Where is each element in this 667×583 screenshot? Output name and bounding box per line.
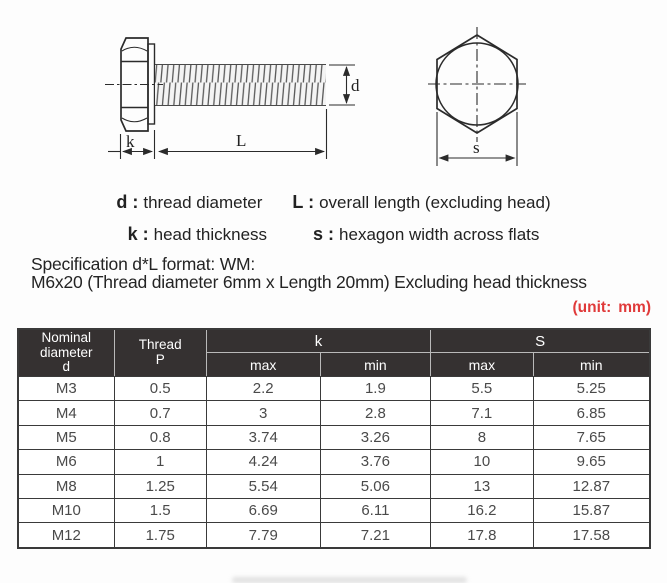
unit-note xyxy=(573,299,651,317)
dim-label-L: L xyxy=(236,131,247,150)
cell-k-min: 3.26 xyxy=(320,425,431,449)
header-s-max: max xyxy=(431,353,533,377)
cell-s-min: 7.65 xyxy=(533,425,650,449)
header-s-min: min xyxy=(533,353,650,377)
spec-table xyxy=(17,328,651,549)
unit-prefix: (unit: xyxy=(572,299,612,316)
cell-p: 1.25 xyxy=(114,474,206,498)
legend-symbol-d: d : xyxy=(116,192,139,212)
table-row-m5 xyxy=(18,425,650,449)
unit-suffix: ) xyxy=(645,299,651,316)
cell-k-max: 7.79 xyxy=(206,523,320,548)
cell-d: M12 xyxy=(18,523,114,548)
table-row-m3 xyxy=(18,377,650,401)
legend-symbol-s: s : xyxy=(313,224,335,244)
cell-k-max: 5.54 xyxy=(206,474,320,498)
hex-head-view xyxy=(428,27,526,142)
cell-d: M6 xyxy=(18,450,114,474)
specification-text xyxy=(31,256,587,291)
cell-s-max: 7.1 xyxy=(431,401,533,425)
cell-s-max: 16.2 xyxy=(431,498,533,522)
bolt-drawing-svg xyxy=(0,0,667,180)
cell-d: M10 xyxy=(18,498,114,522)
cell-k-max: 4.24 xyxy=(206,450,320,474)
cell-k-min: 7.21 xyxy=(320,523,431,548)
table-row-m4 xyxy=(18,401,650,425)
header-nominal-diameter xyxy=(18,329,114,377)
cell-p: 0.7 xyxy=(114,401,206,425)
cell-k-min: 3.76 xyxy=(320,450,431,474)
cell-d: M8 xyxy=(18,474,114,498)
cell-p: 1 xyxy=(114,450,206,474)
cell-s-min: 6.85 xyxy=(533,401,650,425)
cell-k-max: 3 xyxy=(206,401,320,425)
header-k-max: max xyxy=(206,353,320,377)
spec-line-2: M6x20 (Thread diameter 6mm x Length 20mm) Excluding head thickness xyxy=(31,271,587,292)
bolt-technical-drawing xyxy=(0,0,667,180)
cell-s-max: 8 xyxy=(431,425,533,449)
cell-k-min: 6.11 xyxy=(320,498,431,522)
legend-desc-L: overall length (excluding head) xyxy=(319,193,551,212)
header-s-group: S xyxy=(431,329,650,353)
cell-k-min: 5.06 xyxy=(320,474,431,498)
dim-label-d: d xyxy=(351,76,360,95)
cell-s-min: 15.87 xyxy=(533,498,650,522)
header-thread-line1: Thread xyxy=(138,337,182,353)
legend-row-2 xyxy=(0,224,667,245)
dim-label-s: s xyxy=(473,138,480,157)
unit-value: mm xyxy=(618,299,646,316)
cell-d: M4 xyxy=(18,401,114,425)
spec-line-1: Specification d*L format: WM: xyxy=(31,254,256,274)
cell-s-min: 9.65 xyxy=(533,450,650,474)
cell-k-max: 2.2 xyxy=(206,377,320,401)
header-thread-p xyxy=(114,329,206,377)
cell-s-max: 10 xyxy=(431,450,533,474)
cell-k-min: 2.8 xyxy=(320,401,431,425)
header-nominal-line2: diameter xyxy=(40,344,93,360)
header-thread-line2: P xyxy=(155,352,165,367)
legend-row-1 xyxy=(0,192,667,213)
cell-p: 1.5 xyxy=(114,498,206,522)
table-row-m8 xyxy=(18,474,650,498)
bolt-side-view xyxy=(105,38,326,131)
cell-s-min: 5.25 xyxy=(533,377,650,401)
table-row-m12 xyxy=(18,523,650,548)
legend-desc-k: head thickness xyxy=(153,225,268,244)
cell-s-max: 13 xyxy=(431,474,533,498)
cell-d: M3 xyxy=(18,377,114,401)
legend-item-L xyxy=(292,192,550,213)
table-row-m6 xyxy=(18,450,650,474)
cell-s-min: 17.58 xyxy=(533,523,650,548)
header-nominal-line3: d xyxy=(62,359,71,375)
legend-item-s xyxy=(313,224,539,245)
header-k-min: min xyxy=(320,353,431,377)
legend-symbol-L: L : xyxy=(292,192,315,212)
dim-label-k: k xyxy=(126,132,135,151)
legend-item-d xyxy=(116,192,262,213)
cell-p: 0.5 xyxy=(114,377,206,401)
header-k-group: k xyxy=(206,329,430,353)
table-row-m10 xyxy=(18,498,650,522)
cell-s-min: 12.87 xyxy=(533,474,650,498)
legend-desc-s: hexagon width across flats xyxy=(339,225,540,244)
cutoff-content-smudge xyxy=(232,577,467,583)
header-nominal-line1: Nominal xyxy=(41,329,92,345)
cell-d: M5 xyxy=(18,425,114,449)
cell-k-max: 3.74 xyxy=(206,425,320,449)
spec-table-container xyxy=(17,328,651,549)
cell-s-max: 5.5 xyxy=(431,377,533,401)
cell-p: 0.8 xyxy=(114,425,206,449)
cell-s-max: 17.8 xyxy=(431,523,533,548)
cell-k-max: 6.69 xyxy=(206,498,320,522)
cell-k-min: 1.9 xyxy=(320,377,431,401)
legend-item-k xyxy=(128,224,267,245)
legend-desc-d: thread diameter xyxy=(143,193,263,212)
bolt-thread-shaft xyxy=(155,65,326,106)
cell-p: 1.75 xyxy=(114,523,206,548)
legend-symbol-k: k : xyxy=(127,224,149,244)
